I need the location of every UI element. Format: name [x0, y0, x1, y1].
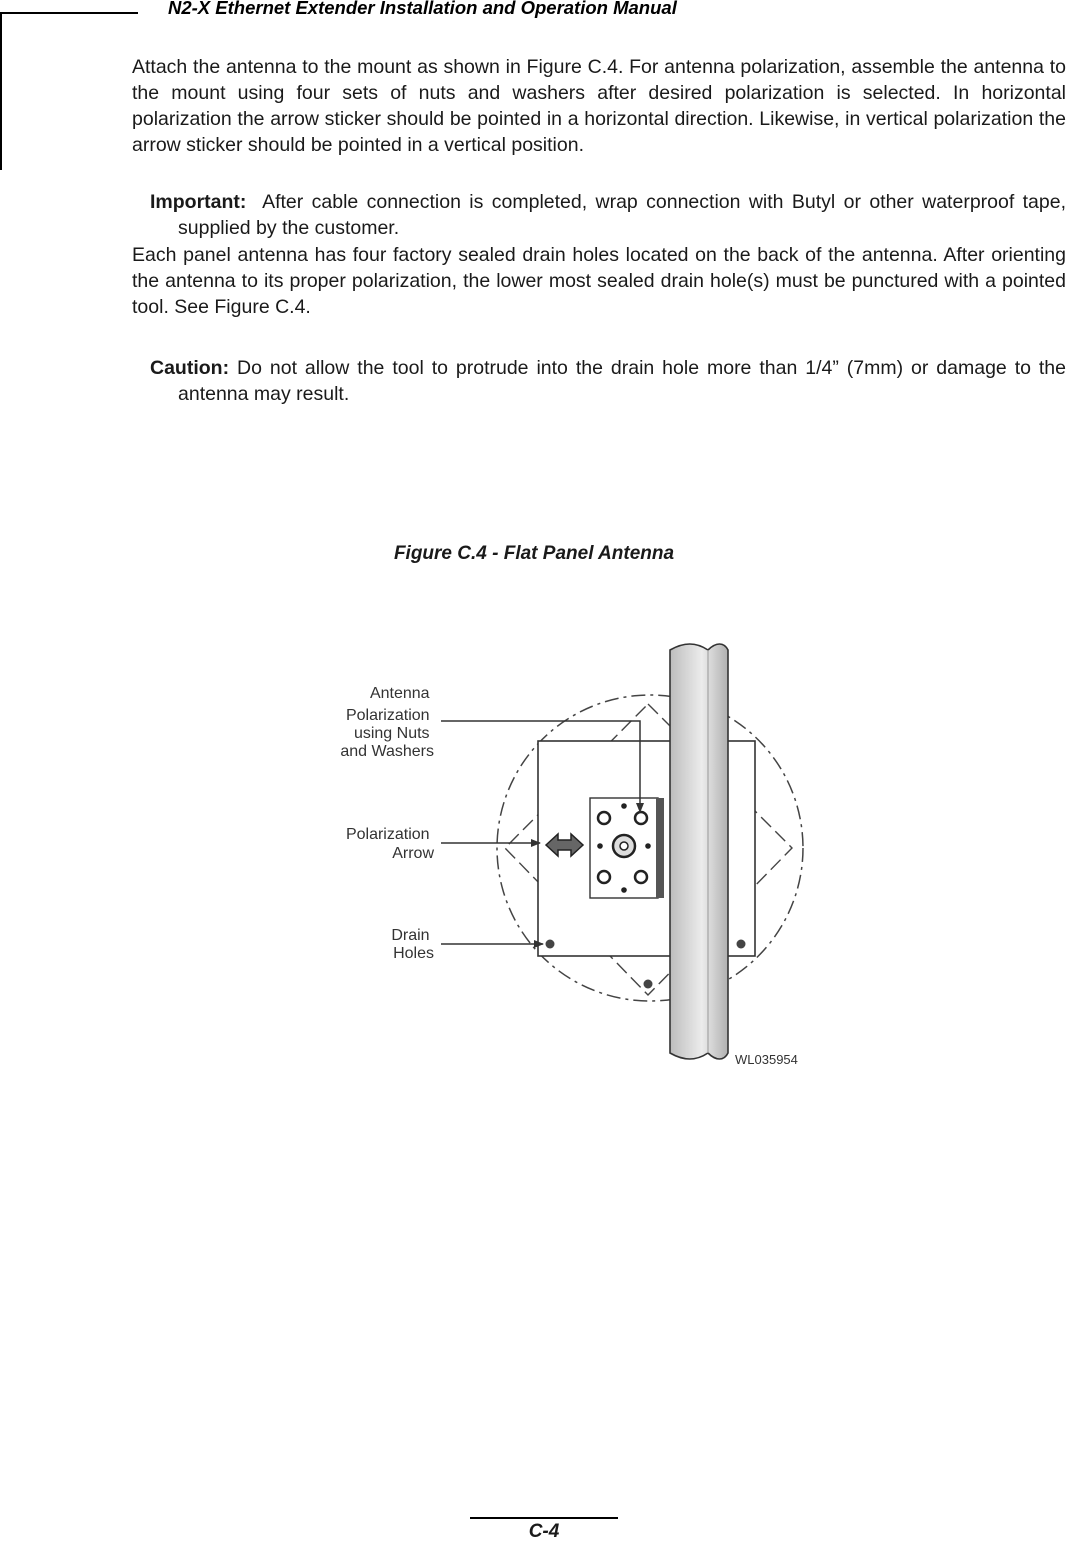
- label-polarization-arrow: Polarization Arrow: [345, 826, 434, 862]
- paragraph-text: Each panel antenna has four factory sealed drain holes located on the back of the antenna. After orienting the antenna to its proper polarization, the lower most sealed drain hole(s) must be punctured with a pointed tool. See Figure C.4.: [132, 244, 1066, 318]
- figure-id: WL035954: [735, 1052, 798, 1067]
- mounting-bracket-strip: [656, 798, 664, 898]
- caution-text: Do not allow the tool to protrude into the drain hole more than 1/4” (7mm) or damage to the antenna may result.: [178, 357, 1066, 405]
- label-drain-holes: Drain Holes: [391, 927, 434, 962]
- mount-nut: [598, 812, 610, 824]
- caution-label: Caution:: [150, 357, 230, 379]
- drain-hole: [644, 980, 653, 989]
- running-header: N2-X Ethernet Extender Installation and Operation Manual: [168, 0, 677, 18]
- mounting-pole: [670, 644, 728, 1059]
- page-number: C-4: [528, 1521, 560, 1542]
- label-antenna-polarization: Antenna Polarization using Nuts and Washers: [340, 685, 434, 760]
- mount-nut: [635, 812, 647, 824]
- figure-caption: Figure C.4 - Flat Panel Antenna: [393, 543, 675, 564]
- mount-hole: [597, 843, 603, 849]
- mount-nut: [635, 871, 647, 883]
- drain-hole: [546, 940, 555, 949]
- mount-hole: [645, 843, 651, 849]
- mount-nut: [598, 871, 610, 883]
- connector-pin: [620, 842, 628, 850]
- mount-hole: [621, 887, 627, 893]
- important-text: After cable connection is completed, wrap connection with Butyl or other waterproof tape, supplied by the customer.: [178, 191, 1067, 239]
- important-label: Important:: [150, 191, 247, 213]
- footer-rule: [470, 1517, 618, 1519]
- mount-hole: [621, 803, 627, 809]
- drain-hole: [737, 940, 746, 949]
- paragraph-text: Attach the antenna to the mount as shown in Figure C.4. For antenna polarization, assemble the antenna to the mount using four sets of nuts and washers after desired polarization is selected. In horizontal polarization the arrow sticker should be pointed in a horizontal direction. Likewise, in vertical polarization the arrow sticker should be pointed in a vertical position.: [132, 56, 1066, 156]
